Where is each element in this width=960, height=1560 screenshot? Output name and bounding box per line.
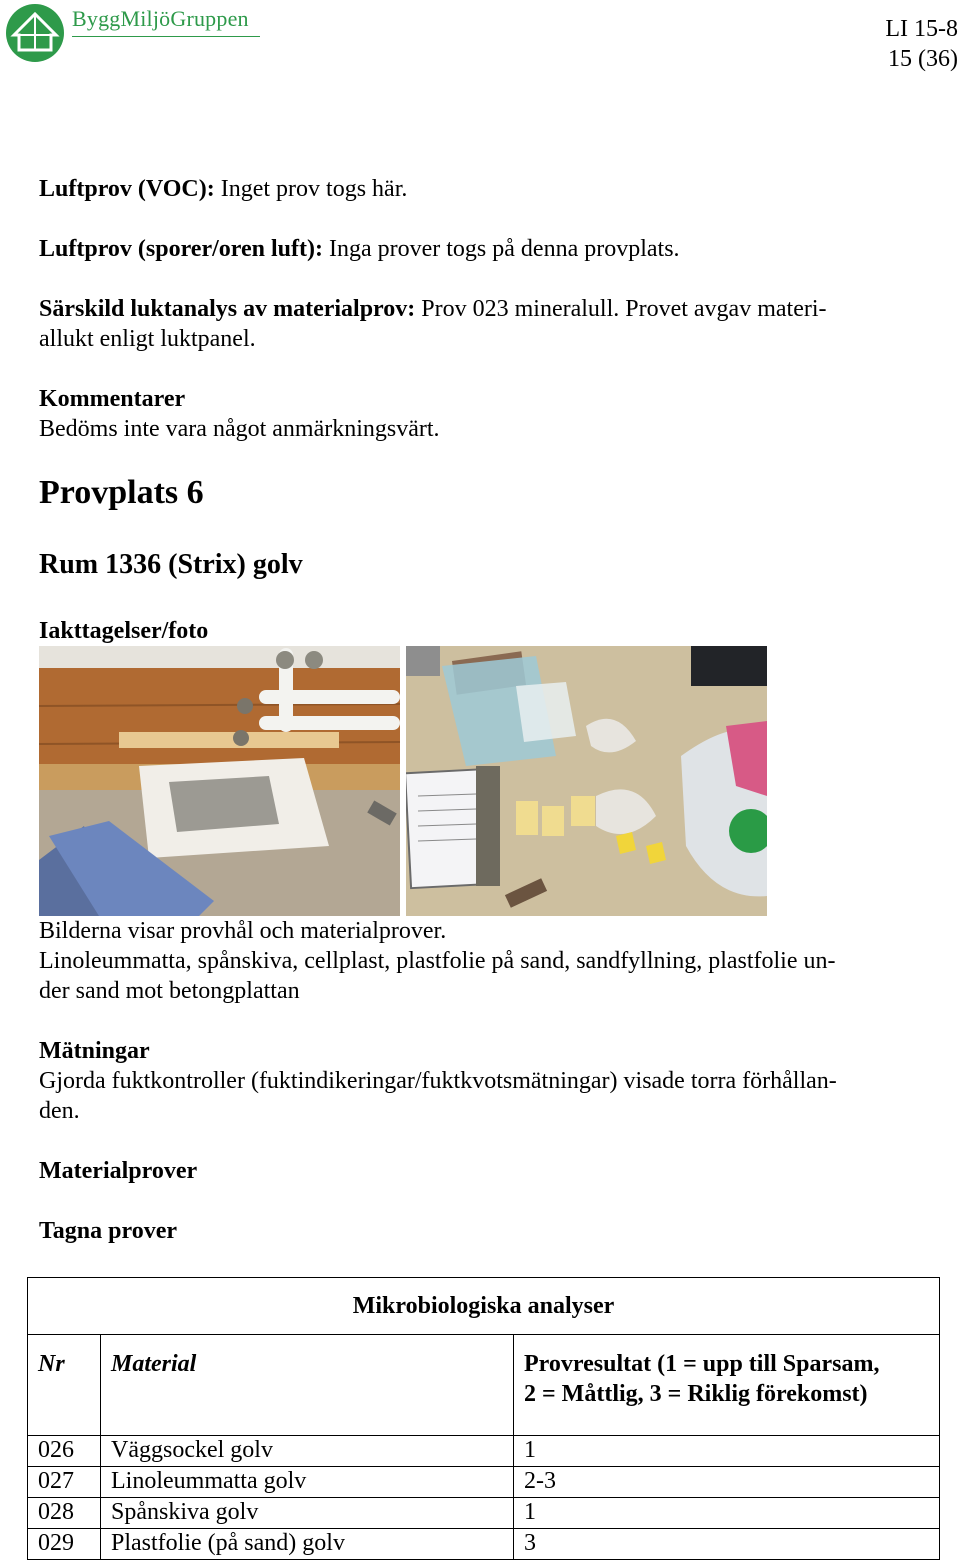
column-header-material: Material bbox=[101, 1335, 514, 1436]
row-nr: 029 bbox=[28, 1529, 101, 1560]
sample-hole-photo bbox=[39, 646, 400, 916]
row-nr: 026 bbox=[28, 1436, 101, 1467]
column-header-result-line-1: Provresultat (1 = upp till Sparsam, bbox=[524, 1351, 880, 1377]
row-nr: 027 bbox=[28, 1467, 101, 1498]
table-row bbox=[28, 1436, 940, 1467]
observations-heading-wrap bbox=[39, 616, 919, 646]
odor-paragraph bbox=[39, 294, 919, 354]
row-material: Spånskiva golv bbox=[101, 1498, 514, 1529]
comments-heading: Kommentarer bbox=[39, 386, 186, 412]
voc-label: Luftprov (VOC): bbox=[39, 176, 215, 202]
construction-line-2: der sand mot betongplattan bbox=[39, 978, 300, 1004]
measurements-heading: Mätningar bbox=[39, 1038, 150, 1064]
row-nr: 028 bbox=[28, 1498, 101, 1529]
microbiology-table bbox=[27, 1277, 940, 1560]
measurements-line-2: den. bbox=[39, 1098, 80, 1124]
spores-text: Inga prover togs på denna provplats. bbox=[322, 236, 680, 262]
page-number: 15 (36) bbox=[888, 46, 958, 72]
comments-section bbox=[39, 384, 919, 444]
column-header-result-line-2: 2 = Måttlig, 3 = Riklig förekomst) bbox=[524, 1381, 868, 1407]
document-id: LI 15-8 bbox=[885, 16, 958, 42]
row-result: 3 bbox=[514, 1529, 940, 1560]
room-title: Rum 1336 (Strix) golv bbox=[39, 549, 303, 580]
material-samples-photo bbox=[406, 646, 767, 916]
measurements-section bbox=[39, 1036, 919, 1126]
table-title: Mikrobiologiska analyser bbox=[28, 1278, 940, 1335]
spores-label: Luftprov (sporer/oren luft): bbox=[39, 236, 323, 262]
spores-paragraph bbox=[39, 234, 919, 264]
construction-paragraph bbox=[39, 946, 919, 1006]
odor-text: Prov 023 mineralull. Provet avgav materi- bbox=[415, 296, 827, 322]
measurements-line-1: Gjorda fuktkontroller (fuktindikeringar/fuktkvotsmätningar) visade torra förhållan- bbox=[39, 1068, 837, 1094]
table-row bbox=[28, 1498, 940, 1529]
logo-underline bbox=[72, 36, 260, 37]
construction-line-1: Linoleummatta, spånskiva, cellplast, plastfolie på sand, sandfyllning, plastfolie un- bbox=[39, 948, 836, 974]
logo-text: ByggMiljöGruppen bbox=[72, 6, 249, 31]
comments-text: Bedöms inte vara något anmärkningsvärt. bbox=[39, 416, 440, 442]
odor-text-continued: allukt enligt luktpanel. bbox=[39, 326, 256, 352]
material-samples-heading: Materialprover bbox=[39, 1158, 198, 1184]
document-reference bbox=[885, 14, 958, 74]
observations-heading: Iakttagelser/foto bbox=[39, 618, 209, 644]
row-result: 1 bbox=[514, 1436, 940, 1467]
company-logo bbox=[4, 2, 264, 64]
house-logo-icon bbox=[4, 2, 68, 64]
voc-paragraph bbox=[39, 174, 919, 204]
taken-samples-heading: Tagna prover bbox=[39, 1218, 178, 1244]
column-header-result bbox=[514, 1335, 940, 1436]
photo-caption: Bilderna visar provhål och materialprover. bbox=[39, 918, 447, 944]
table-row bbox=[28, 1467, 940, 1498]
row-material: Plastfolie (på sand) golv bbox=[101, 1529, 514, 1560]
table-row bbox=[28, 1529, 940, 1560]
voc-text: Inget prov togs här. bbox=[214, 176, 408, 202]
odor-label: Särskild luktanalys av materialprov: bbox=[39, 296, 416, 322]
row-result: 1 bbox=[514, 1498, 940, 1529]
column-header-nr: Nr bbox=[28, 1335, 101, 1436]
row-material: Väggsockel golv bbox=[101, 1436, 514, 1467]
row-result: 2-3 bbox=[514, 1467, 940, 1498]
site-title: Provplats 6 bbox=[39, 474, 204, 511]
row-material: Linoleummatta golv bbox=[101, 1467, 514, 1498]
